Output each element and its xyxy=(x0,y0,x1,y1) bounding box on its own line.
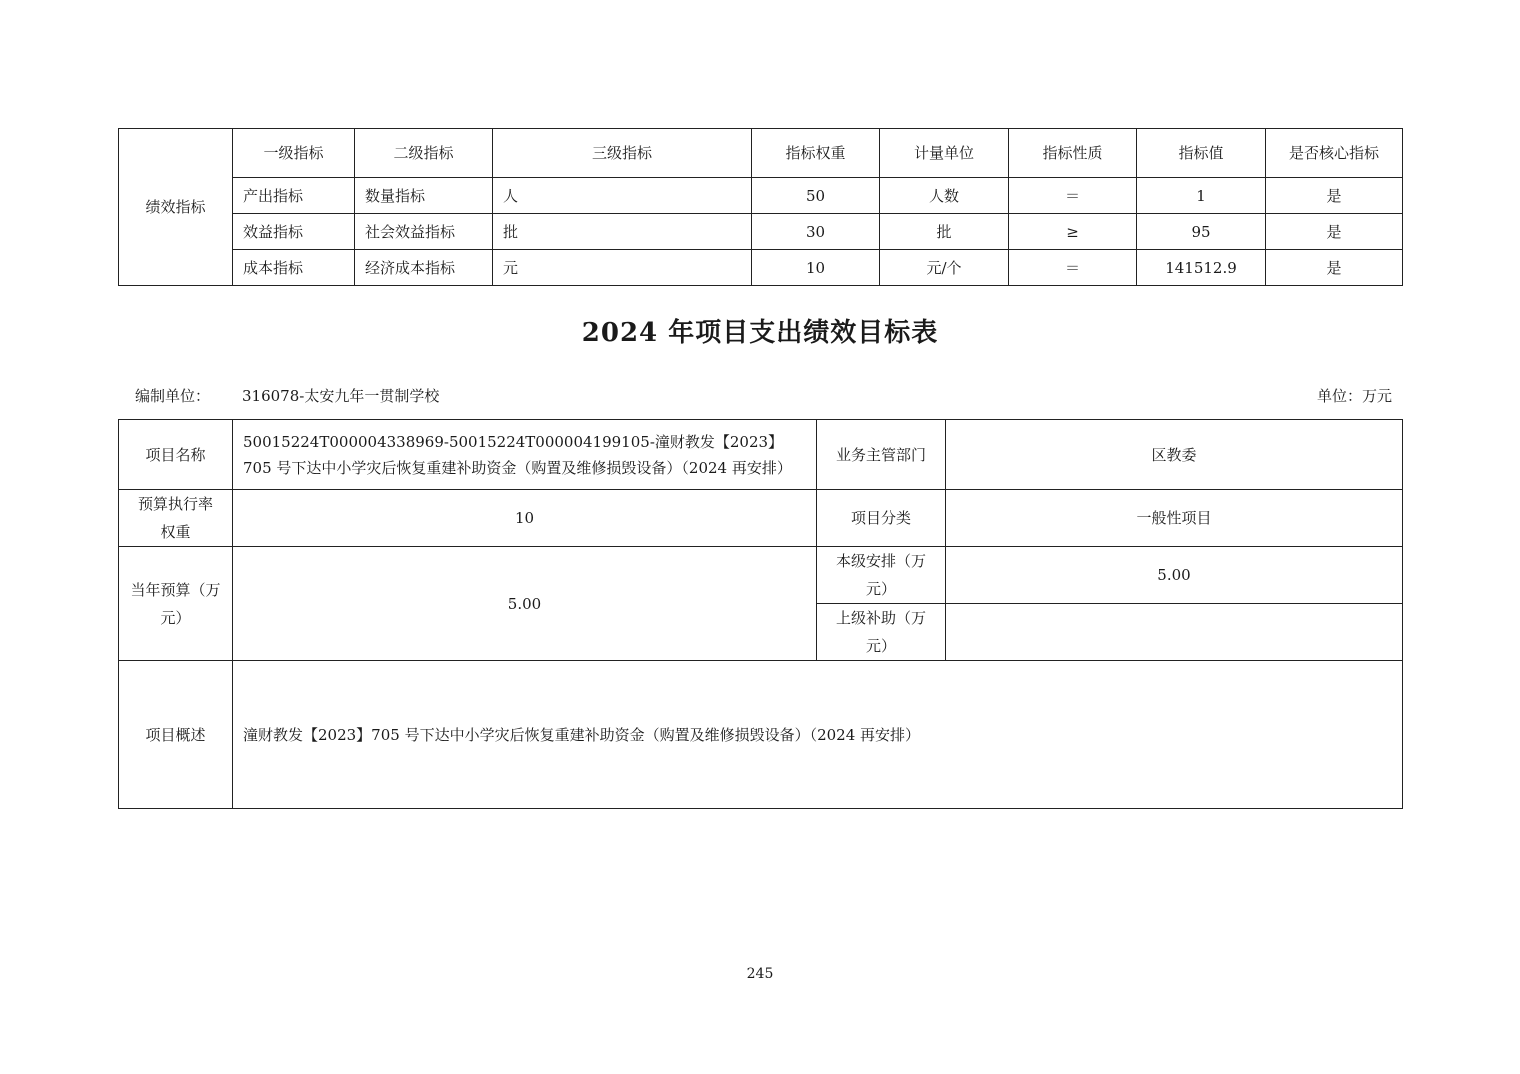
cell-level1: 成本指标 xyxy=(233,250,355,286)
cell-level2: 社会效益指标 xyxy=(355,214,493,250)
category-label: 项目分类 xyxy=(817,490,946,547)
category-value: 一般性项目 xyxy=(946,490,1403,547)
unit-label: 单位：万元 xyxy=(1316,387,1392,405)
indicator-table xyxy=(118,128,1403,286)
org-label: 编制单位： xyxy=(135,387,211,405)
cell-value: 1 xyxy=(1137,178,1266,214)
header-core: 是否核心指标 xyxy=(1266,129,1403,178)
table-row xyxy=(119,178,1403,214)
cell-level1: 产出指标 xyxy=(233,178,355,214)
cell-level3: 批 xyxy=(493,214,752,250)
cell-level1: 效益指标 xyxy=(233,214,355,250)
header-value: 指标值 xyxy=(1137,129,1266,178)
local-value: 5.00 xyxy=(946,547,1403,604)
cell-level3: 人 xyxy=(493,178,752,214)
dept-label: 业务主管部门 xyxy=(817,420,946,490)
unit-line xyxy=(135,385,1392,409)
cell-nature: ≥ xyxy=(1009,214,1137,250)
header-weight: 指标权重 xyxy=(752,129,880,178)
cell-nature: ＝ xyxy=(1009,250,1137,286)
cell-core: 是 xyxy=(1266,250,1403,286)
cell-weight: 10 xyxy=(752,250,880,286)
dept-value: 区教委 xyxy=(946,420,1403,490)
rate-value: 10 xyxy=(233,490,817,547)
header-level2: 二级指标 xyxy=(355,129,493,178)
cell-unit: 元/个 xyxy=(880,250,1009,286)
cell-nature: ＝ xyxy=(1009,178,1137,214)
cell-core: 是 xyxy=(1266,178,1403,214)
table-row xyxy=(119,250,1403,286)
cell-unit: 批 xyxy=(880,214,1009,250)
cell-weight: 30 xyxy=(752,214,880,250)
header-level1: 一级指标 xyxy=(233,129,355,178)
cell-core: 是 xyxy=(1266,214,1403,250)
summary-label: 项目概述 xyxy=(119,661,233,809)
project-name-label: 项目名称 xyxy=(119,420,233,490)
header-unit: 计量单位 xyxy=(880,129,1009,178)
cell-level3: 元 xyxy=(493,250,752,286)
project-table xyxy=(118,419,1403,809)
cell-level2: 经济成本指标 xyxy=(355,250,493,286)
header-nature: 指标性质 xyxy=(1009,129,1137,178)
cell-value: 95 xyxy=(1137,214,1266,250)
upper-value xyxy=(946,604,1403,661)
cell-weight: 50 xyxy=(752,178,880,214)
budget-label: 当年预算（万元） xyxy=(119,547,233,661)
table-row xyxy=(119,214,1403,250)
rate-label: 预算执行率权重 xyxy=(119,490,233,547)
project-name-value: 50015224T000004338969-50015224T000004199105-潼财教发【2023】705 号下达中小学灾后恢复重建补助资金（购置及维修损毁设备）（2024 再安排） xyxy=(233,420,817,490)
section-label: 绩效指标 xyxy=(119,129,233,286)
cell-level2: 数量指标 xyxy=(355,178,493,214)
local-label: 本级安排（万元） xyxy=(817,547,946,604)
page-title: 2024 年项目支出绩效目标表 xyxy=(581,318,939,348)
summary-value: 潼财教发【2023】705 号下达中小学灾后恢复重建补助资金（购置及维修损毁设备）（2024 再安排） xyxy=(233,661,1403,809)
cell-unit: 人数 xyxy=(880,178,1009,214)
budget-value: 5.00 xyxy=(233,547,817,661)
page-number: 245 xyxy=(746,966,774,982)
org-value: 316078-太安九年一贯制学校 xyxy=(242,387,440,405)
header-level3: 三级指标 xyxy=(493,129,752,178)
upper-label: 上级补助（万元） xyxy=(817,604,946,661)
cell-value: 141512.9 xyxy=(1137,250,1266,286)
